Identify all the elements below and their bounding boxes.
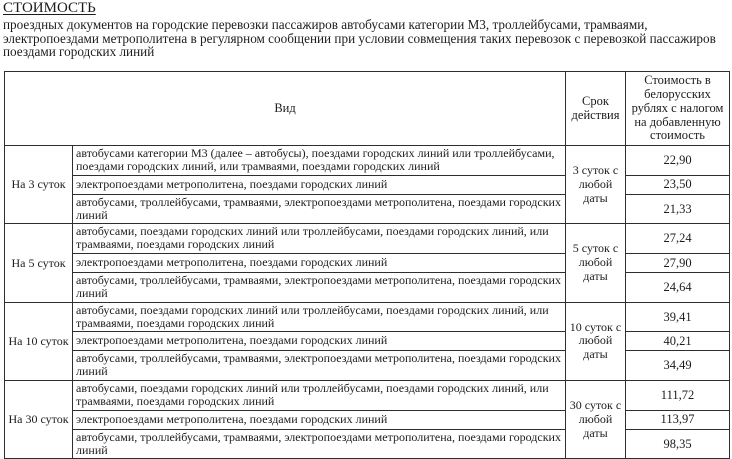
column-header-cost: Стоимость в белорусских рублях с налогом на добавленную стоимость (626, 72, 730, 146)
validity-cell: 10 суток с любой даты (566, 302, 626, 380)
price-cell: 22,90 (626, 146, 730, 176)
price-cell: 111,72 (626, 381, 730, 411)
service-description-cell: автобусами, троллейбусами, трамваями, электропоездами метрополитена, поездами городских линий (73, 194, 566, 224)
column-header-vid: Вид (5, 72, 566, 146)
service-description-cell: автобусами, поездами городских линий или троллейбусами, поездами городских линий, или трамваями, поездами городских линий (73, 302, 566, 332)
table-row (5, 302, 730, 332)
price-cell: 21,33 (626, 194, 730, 224)
period-cell: На 5 суток (5, 224, 73, 302)
page-subtitle: проездных документов на городские перевозки пассажиров автобусами категории М3, троллейбусами, трамваями, электропоездами метрополитена в регулярном сообщении при условии совмещения таких перевозок с перевозкой пассажиров поездами городских линий (3, 16, 716, 60)
validity-cell: 30 суток с любой даты (566, 381, 626, 459)
service-description-cell: автобусами, троллейбусами, трамваями, электропоездами метрополитена, поездами городских линий (73, 351, 566, 381)
service-description-cell: электропоездами метрополитена, поездами городских линий (73, 175, 566, 194)
period-cell: На 30 суток (5, 381, 73, 459)
table-row (5, 146, 730, 176)
service-description-cell: автобусами, поездами городских линий или троллейбусами, поездами городских линий, или трамваями, поездами городских линий (73, 381, 566, 411)
price-cell: 113,97 (626, 410, 730, 429)
service-description-cell: автобусами категории М3 (далее – автобусы), поездами городских линий или троллейбусами, поездами городских линий, или трамваями, поездами городских линий (73, 146, 566, 176)
period-cell: На 10 суток (5, 302, 73, 380)
service-description-cell: автобусами, троллейбусами, трамваями, электропоездами метрополитена, поездами городских линий (73, 273, 566, 303)
column-header-srok: Срок действия (566, 72, 626, 146)
service-description-cell: автобусами, троллейбусами, трамваями, электропоездами метрополитена, поездами городских линий (73, 429, 566, 459)
service-description-cell: электропоездами метрополитена, поездами городских линий (73, 332, 566, 351)
period-cell: На 3 суток (5, 146, 73, 224)
service-description-cell: электропоездами метрополитена, поездами городских линий (73, 410, 566, 429)
service-description-cell: автобусами, поездами городских линий или троллейбусами, поездами городских линий, или трамваями, поездами городских линий (73, 224, 566, 254)
price-cell: 27,90 (626, 254, 730, 273)
service-description-cell: электропоездами метрополитена, поездами городских линий (73, 254, 566, 273)
price-cell: 27,24 (626, 224, 730, 254)
validity-cell: 3 суток с любой даты (566, 146, 626, 224)
price-cell: 34,49 (626, 351, 730, 381)
table-row (5, 224, 730, 254)
price-cell: 98,35 (626, 429, 730, 459)
price-cell: 24,64 (626, 273, 730, 303)
table-row (5, 381, 730, 411)
price-cell: 39,41 (626, 302, 730, 332)
price-table (4, 71, 730, 459)
price-cell: 23,50 (626, 175, 730, 194)
validity-cell: 5 суток с любой даты (566, 224, 626, 302)
page-title: СТОИМОСТЬ (3, 0, 96, 16)
table-header-row (5, 72, 730, 146)
price-cell: 40,21 (626, 332, 730, 351)
